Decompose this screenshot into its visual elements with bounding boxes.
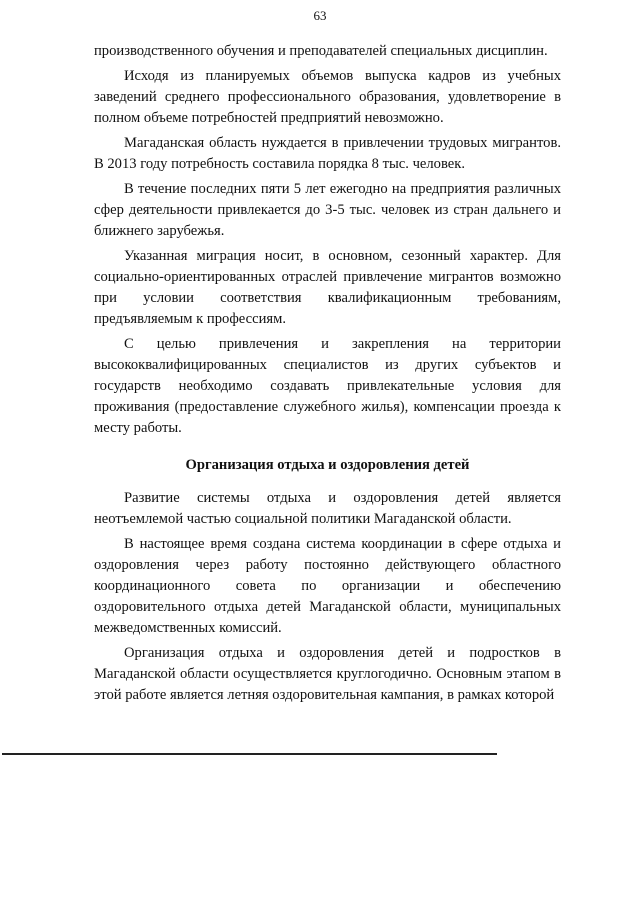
document-body (94, 41, 561, 706)
paragraph-graduates: Исходя из планируемых объемов выпуска кадров из учебных заведений среднего профессионального образования, удовлетворение в полном объеме потребностей предприятий невозможно. (94, 68, 561, 126)
paragraph-coordination: В настоящее время создана система координации в сфере отдыха и оздоровления через работу постоянно действующего областного координационного совета по организации и обеспечению оздоровительного отдыха детей Магаданской области, муниципальных межведомственных комиссий. (94, 536, 561, 636)
paragraph-seasonal-migration: Указанная миграция носит, в основном, сезонный характер. Для социально-ориентированных отраслей привлечение мигрантов возможно при условии соответствия квалификационным требованиям, предъявляемым к профессиям. (94, 248, 561, 327)
page-number: 63 (313, 8, 327, 23)
paragraph-migrants-yearly: В течение последних пяти 5 лет ежегодно на предприятия различных сфер деятельности привлекается до 3-5 тыс. человек из стран дальнего и ближнего зарубежья. (94, 181, 561, 239)
section-heading: Организация отдыха и оздоровления детей (185, 457, 470, 473)
paragraph-continuation: производственного обучения и преподавателей специальных дисциплин. (94, 43, 548, 59)
paragraph-specialists: С целью привлечения и закрепления на территории высококвалифицированных специалистов из других субъектов и государств необходимо создавать привлекательные условия для проживания (предоставление служебного жилья), компенсации проезда к месту работы. (94, 336, 561, 436)
bottom-rule (2, 753, 497, 755)
paragraph-migrants-need: Магаданская область нуждается в привлечении трудовых мигрантов. В 2013 году потребность составила порядка 8 тыс. человек. (94, 135, 561, 172)
paragraph-year-round: Организация отдыха и оздоровления детей и подростков в Магаданской области осуществляется круглогодично. Основным этапом в этой работе является летняя оздоровительная кампания, в рамках которой (94, 645, 561, 703)
paragraph-recreation-system: Развитие системы отдыха и оздоровления детей является неотъемлемой частью социальной политики Магаданской области. (94, 490, 561, 527)
